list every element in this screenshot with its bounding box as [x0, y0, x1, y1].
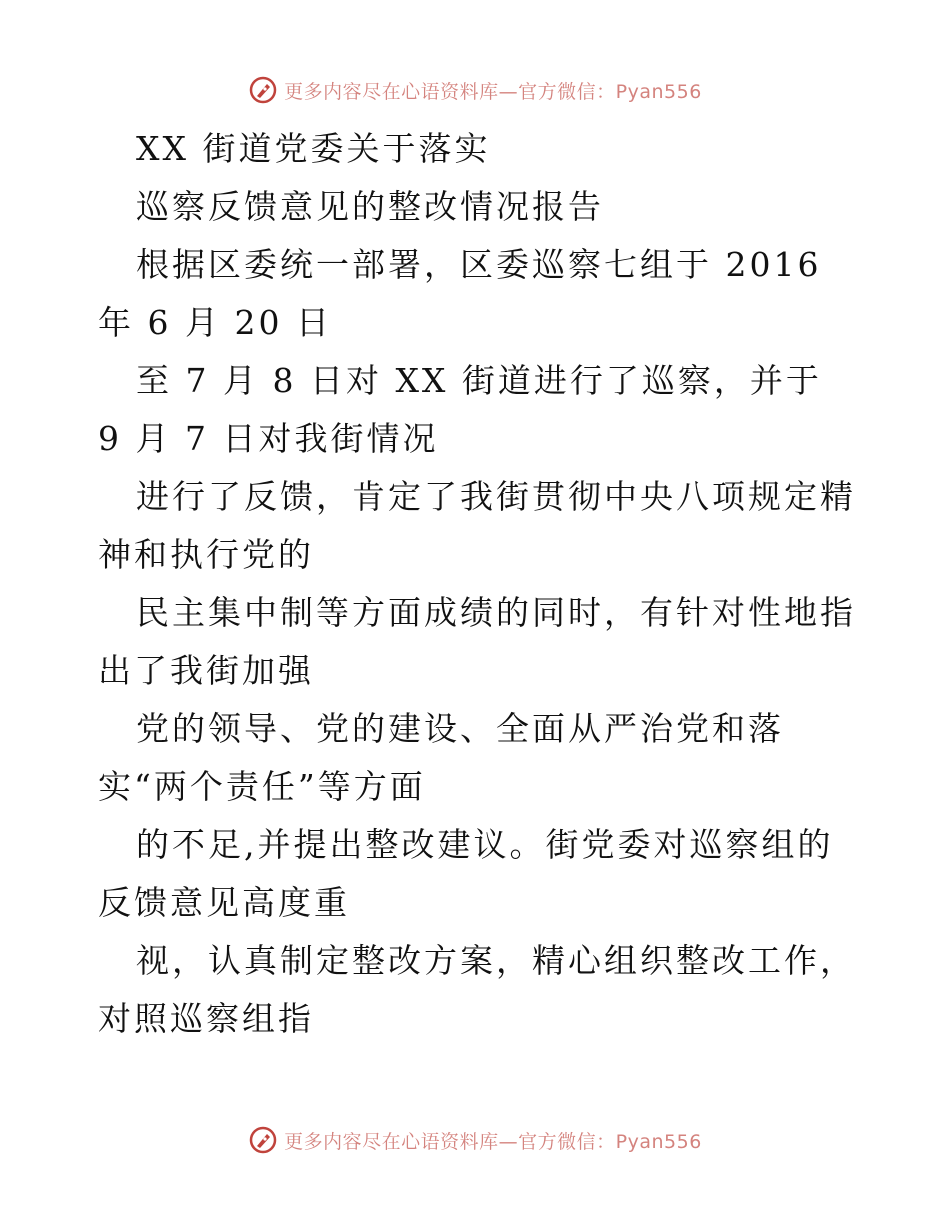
document-title-line-1: XX 街道党委关于落实 [136, 129, 491, 168]
paragraph-7: 视，认真制定整改方案，精心组织整改工作，对照巡察组指 [98, 941, 856, 1038]
document-title-line-2: 巡察反馈意见的整改情况报告 [136, 187, 604, 226]
paragraph-3: 进行了反馈，肯定了我街贯彻中央八项规定精神和执行党的 [98, 477, 856, 574]
pen-nib-circle-icon [248, 75, 278, 105]
pen-nib-circle-icon [248, 1125, 278, 1155]
paragraph-1: 根据区委统一部署，区委巡察七组于 2016 年 6 月 20 日 [98, 245, 822, 342]
header-banner [0, 70, 950, 110]
paragraph-6: 的不足,并提出整改建议。街党委对巡察组的反馈意见高度重 [98, 825, 834, 922]
banner-text: 更多内容尽在心语资料库—官方微信：Pyan556 [284, 1130, 702, 1153]
document-body [98, 120, 858, 1048]
paragraph-4: 民主集中制等方面成绩的同时，有针对性地指出了我街加强 [98, 593, 856, 690]
paragraph-2: 至 7 月 8 日对 XX 街道进行了巡察，并于 9 月 7 日对我街情况 [98, 361, 822, 458]
paragraph-5: 党的领导、党的建设、全面从严治党和落实“两个责任”等方面 [98, 709, 784, 806]
banner-text: 更多内容尽在心语资料库—官方微信：Pyan556 [284, 80, 702, 103]
footer-banner [0, 1120, 950, 1160]
